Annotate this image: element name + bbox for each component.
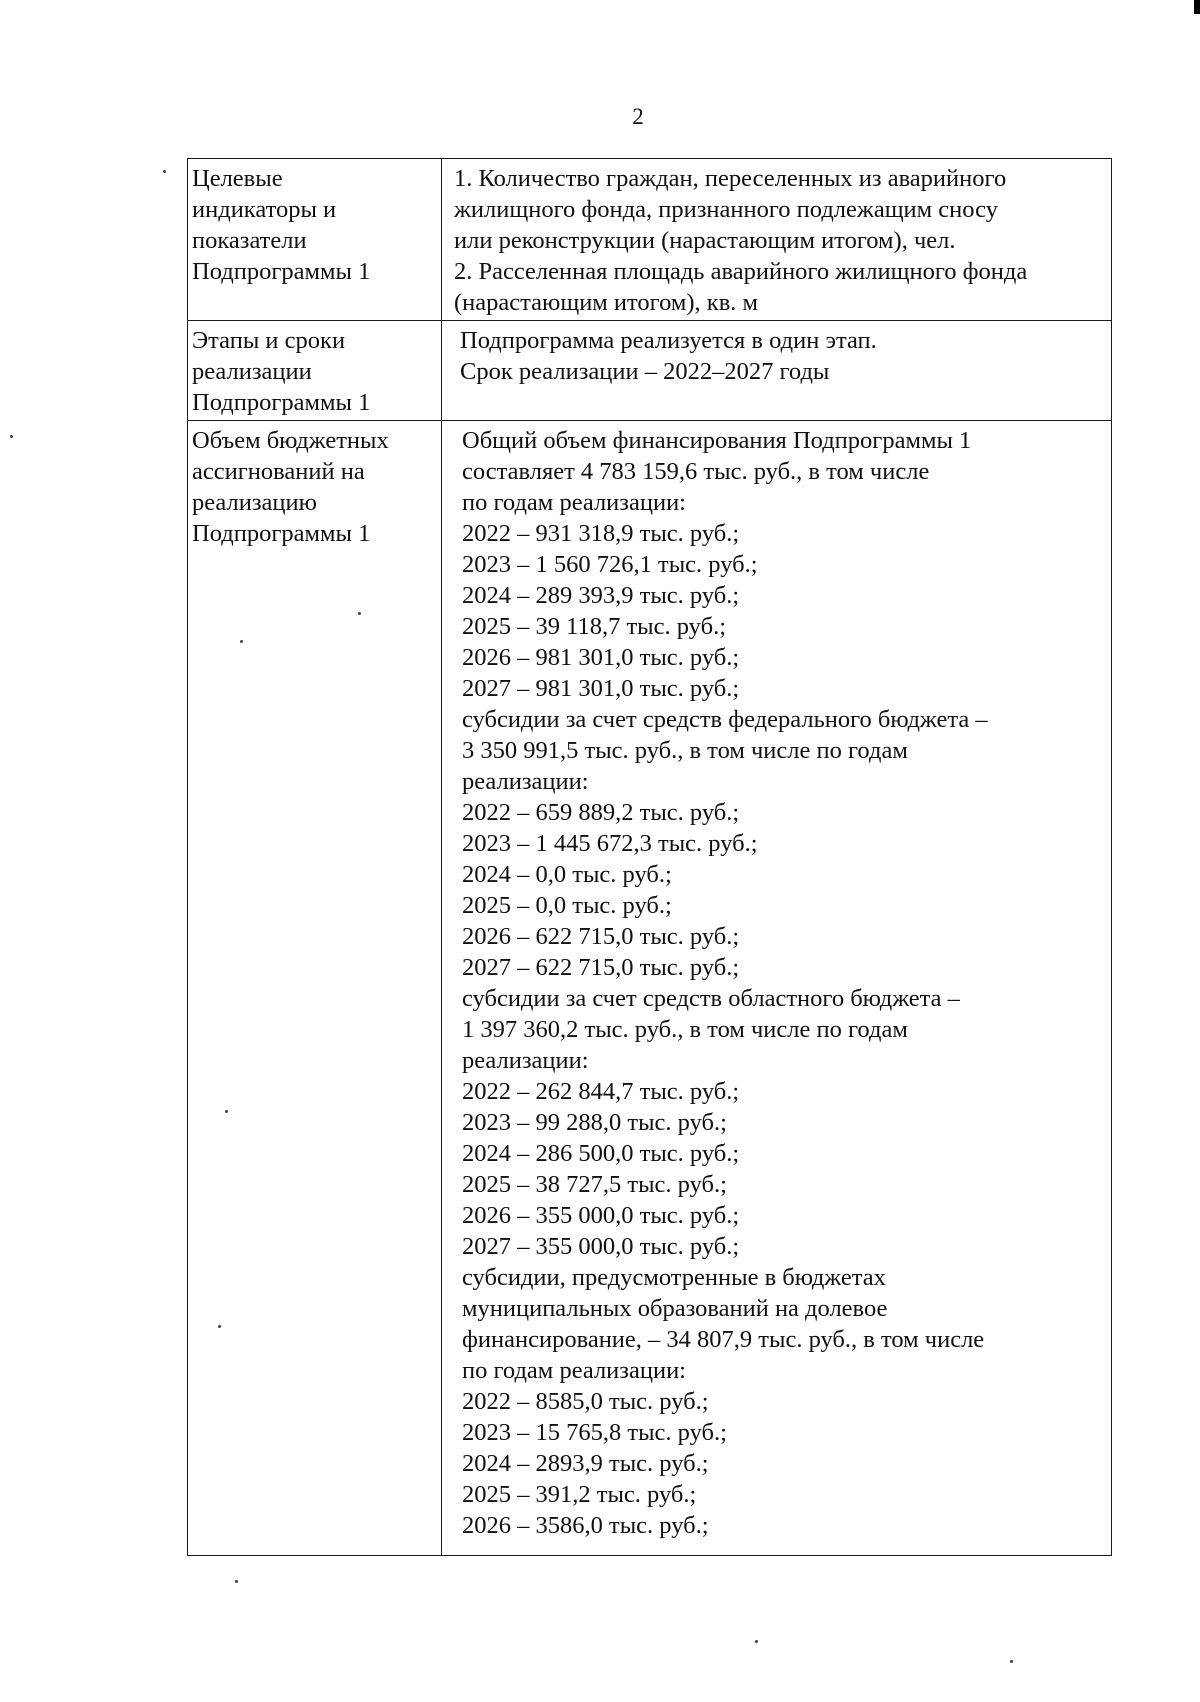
row-value-line: финансирование, – 34 807,9 тыс. руб., в том числе xyxy=(462,1326,985,1353)
row-label-cell xyxy=(188,159,442,321)
row-value-line: 2026 – 981 301,0 тыс. руб.; xyxy=(462,644,740,671)
row-value-line: 2026 – 622 715,0 тыс. руб.; xyxy=(462,923,740,950)
row-label-line: реализации xyxy=(192,358,312,385)
row-value-line: 2027 – 622 715,0 тыс. руб.; xyxy=(462,954,740,981)
row-label-cell xyxy=(188,421,442,1556)
row-value-line: Срок реализации – 2022–2027 годы xyxy=(460,358,830,385)
scan-speck xyxy=(755,1640,758,1643)
row-value-line: 2025 – 38 727,5 тыс. руб.; xyxy=(462,1171,727,1198)
row-value-line: 2027 – 981 301,0 тыс. руб.; xyxy=(462,675,740,702)
row-value-line: 2024 – 0,0 тыс. руб.; xyxy=(462,861,672,888)
row-label-line: Целевые xyxy=(192,165,283,192)
row-label-cell xyxy=(188,321,442,421)
row-value-line: (нарастающим итогом), кв. м xyxy=(454,289,759,316)
row-value-line: 2022 – 931 318,9 тыс. руб.; xyxy=(462,520,740,547)
row-value-line: Подпрограмма реализуется в один этап. xyxy=(460,327,877,354)
scan-speck xyxy=(10,435,13,438)
scan-speck xyxy=(163,170,166,173)
row-value-line: 2. Расселенная площадь аварийного жилищного фонда xyxy=(454,258,1028,285)
row-value-line: 2022 – 8585,0 тыс. руб.; xyxy=(462,1388,709,1415)
row-label-line: Этапы и сроки xyxy=(192,327,346,354)
row-value-line: 2022 – 262 844,7 тыс. руб.; xyxy=(462,1078,740,1105)
row-label-line: индикаторы и xyxy=(192,196,337,223)
row-value-cell xyxy=(442,159,1112,321)
row-label-line: Подпрограммы 1 xyxy=(192,258,371,285)
row-value-line: 2025 – 0,0 тыс. руб.; xyxy=(462,892,672,919)
row-value-line: 2025 – 391,2 тыс. руб.; xyxy=(462,1481,697,1508)
row-value-line: 1. Количество граждан, переселенных из аварийного xyxy=(454,165,1007,192)
row-value-line: 2024 – 2893,9 тыс. руб.; xyxy=(462,1450,709,1477)
scan-corner-mark xyxy=(1194,0,1200,14)
row-value-line: 2026 – 3586,0 тыс. руб.; xyxy=(462,1512,709,1539)
row-value-line: 2024 – 289 393,9 тыс. руб.; xyxy=(462,582,740,609)
scan-speck xyxy=(235,1580,238,1583)
row-value-line: или реконструкции (нарастающим итогом), чел. xyxy=(454,227,956,254)
row-value-line: реализации: xyxy=(462,768,589,795)
row-value-line: 2023 – 1 560 726,1 тыс. руб.; xyxy=(462,551,758,578)
row-value-line: 1 397 360,2 тыс. руб., в том числе по годам xyxy=(462,1016,908,1043)
scan-speck xyxy=(218,1325,221,1328)
table-row-stages-and-terms xyxy=(188,321,1112,421)
row-value-line: Общий объем финансирования Подпрограммы 1 xyxy=(462,427,972,454)
row-value-line: 2027 – 355 000,0 тыс. руб.; xyxy=(462,1233,740,1260)
row-label-line: Объем бюджетных xyxy=(192,427,389,454)
row-value-line: 3 350 991,5 тыс. руб., в том числе по годам xyxy=(462,737,908,764)
scan-speck xyxy=(1010,1660,1013,1663)
row-value-line: 2023 – 15 765,8 тыс. руб.; xyxy=(462,1419,727,1446)
scan-speck xyxy=(358,612,361,615)
row-value-line: по годам реализации: xyxy=(462,1357,686,1384)
row-value-line: субсидии, предусмотренные в бюджетах xyxy=(462,1264,886,1291)
row-label-line: реализацию xyxy=(192,489,317,516)
row-value-line: составляет 4 783 159,6 тыс. руб., в том числе xyxy=(462,458,930,485)
row-value-line: 2024 – 286 500,0 тыс. руб.; xyxy=(462,1140,740,1167)
row-label-line: Подпрограммы 1 xyxy=(192,520,371,547)
row-value-cell xyxy=(442,321,1112,421)
row-value-line: 2026 – 355 000,0 тыс. руб.; xyxy=(462,1202,740,1229)
row-value-line: жилищного фонда, признанного подлежащим сносу xyxy=(454,196,998,223)
row-value-line: 2023 – 99 288,0 тыс. руб.; xyxy=(462,1109,727,1136)
row-value-line: 2023 – 1 445 672,3 тыс. руб.; xyxy=(462,830,758,857)
row-value-line: реализации: xyxy=(462,1047,589,1074)
row-value-line: субсидии за счет средств областного бюджета – xyxy=(462,985,960,1012)
subprogram-passport-table xyxy=(187,158,1112,1556)
row-value-cell xyxy=(442,421,1112,1556)
row-value-line: 2022 – 659 889,2 тыс. руб.; xyxy=(462,799,740,826)
row-value-line: по годам реализации: xyxy=(462,489,686,516)
row-label-line: показатели xyxy=(192,227,307,254)
row-value-line: субсидии за счет средств федерального бюджета – xyxy=(462,706,988,733)
row-label-line: Подпрограммы 1 xyxy=(192,389,371,416)
table-row-budget-allocations xyxy=(188,421,1112,1556)
row-value-line: 2025 – 39 118,7 тыс. руб.; xyxy=(462,613,727,640)
table-row-target-indicators xyxy=(188,159,1112,321)
row-value-line: муниципальных образований на долевое xyxy=(462,1295,888,1322)
scan-speck xyxy=(240,640,243,643)
scan-speck xyxy=(225,1110,228,1113)
row-label-line: ассигнований на xyxy=(192,458,365,485)
page-number: 2 xyxy=(632,104,644,129)
